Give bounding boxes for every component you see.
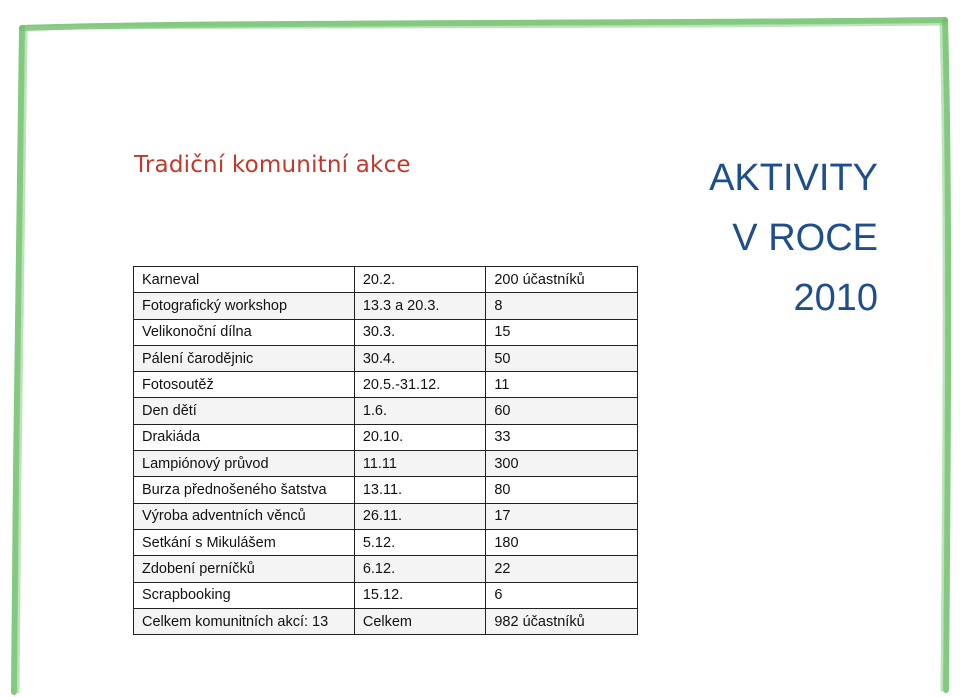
table-row	[134, 267, 638, 293]
activity-date: 30.3.	[354, 319, 486, 345]
activity-count: 80	[486, 477, 638, 503]
table-row	[134, 451, 638, 477]
activity-name: Lampiónový průvod	[134, 451, 355, 477]
activity-name: Zdobení perníčků	[134, 556, 355, 582]
activity-name: Den dětí	[134, 398, 355, 424]
activity-date: 15.12.	[354, 582, 486, 608]
activity-count: 300	[486, 451, 638, 477]
total-label: Celkem komunitních akcí: 13	[134, 608, 355, 634]
activity-count: 22	[486, 556, 638, 582]
activity-name: Scrapbooking	[134, 582, 355, 608]
activity-name: Pálení čarodějnic	[134, 345, 355, 371]
activity-date: 30.4.	[354, 345, 486, 371]
activity-count: 11	[486, 372, 638, 398]
activity-name: Fotosoutěž	[134, 372, 355, 398]
table-row	[134, 345, 638, 371]
activity-count: 15	[486, 319, 638, 345]
activity-date: 20.10.	[354, 424, 486, 450]
table-row	[134, 582, 638, 608]
table-row	[134, 503, 638, 529]
activity-count: 17	[486, 503, 638, 529]
activity-count: 6	[486, 582, 638, 608]
activity-date: 13.11.	[354, 477, 486, 503]
table-row	[134, 398, 638, 424]
table-row	[134, 424, 638, 450]
activity-date: 5.12.	[354, 529, 486, 555]
title-line-1: AKTIVITY	[709, 157, 878, 199]
page-title	[709, 148, 878, 328]
table-row	[134, 556, 638, 582]
activity-date: 11.11	[354, 451, 486, 477]
table-row	[134, 293, 638, 319]
table-row	[134, 319, 638, 345]
title-line-3: 2010	[793, 277, 878, 319]
activity-count: 8	[486, 293, 638, 319]
activity-date: 20.2.	[354, 267, 486, 293]
activity-count: 60	[486, 398, 638, 424]
activity-count: 200 účastníků	[486, 267, 638, 293]
activity-name: Výroba adventních věnců	[134, 503, 355, 529]
activity-date: 1.6.	[354, 398, 486, 424]
activity-name: Velikonoční dílna	[134, 319, 355, 345]
table-row	[134, 529, 638, 555]
activity-name: Karneval	[134, 267, 355, 293]
subtitle: Tradiční komunitní akce	[134, 152, 411, 178]
activities-table	[133, 266, 638, 635]
activity-name: Drakiáda	[134, 424, 355, 450]
activity-count: 33	[486, 424, 638, 450]
activity-date: 6.12.	[354, 556, 486, 582]
activity-date: 26.11.	[354, 503, 486, 529]
activity-name: Setkání s Mikulášem	[134, 529, 355, 555]
title-line-2: V ROCE	[732, 217, 878, 259]
table-row	[134, 372, 638, 398]
table-row-total	[134, 608, 638, 634]
activity-date: 13.3 a 20.3.	[354, 293, 486, 319]
table-row	[134, 477, 638, 503]
activity-count: 180	[486, 529, 638, 555]
activity-name: Fotografický workshop	[134, 293, 355, 319]
activity-name: Burza přednošeného šatstva	[134, 477, 355, 503]
total-date-label: Celkem	[354, 608, 486, 634]
activity-count: 50	[486, 345, 638, 371]
total-count: 982 účastníků	[486, 608, 638, 634]
activity-date: 20.5.-31.12.	[354, 372, 486, 398]
